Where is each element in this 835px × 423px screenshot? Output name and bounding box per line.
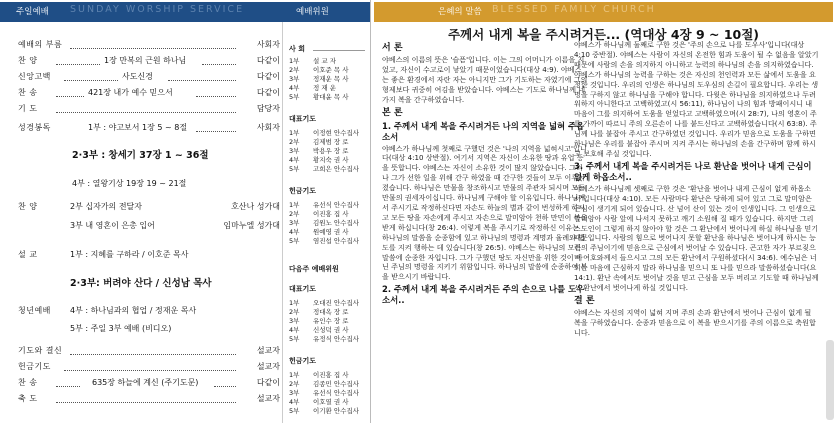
order-row: 설 교 1부 : 지혜를 구하라 / 이호준 목사 (18, 250, 189, 259)
order-list (0, 22, 282, 423)
conclusion-text: 야베스는 자신의 지역이 넓혀 지며 주의 손과 환난에서 벗어나 근심이 없게 될 복을 구하였습니다. 순종과 믿음으로 이 복을 받으시기를 주의 이름으로 축원합니다. (574, 307, 816, 337)
order-row: 기 도 담당자 (18, 104, 280, 113)
order-row: 신앙고백 사도신경 다같이 (18, 72, 280, 81)
sermon-column-1 (382, 40, 588, 423)
order-row: 찬 양 1장 만복의 근원 하나님 다같이 (18, 56, 280, 65)
sermon-column-2 (574, 40, 819, 423)
team-section-title: 대표기도 (289, 115, 317, 123)
worship-banner (0, 2, 370, 22)
body-heading: 본 론 (382, 107, 403, 118)
sermon-banner-title: 은혜의 말씀 (438, 7, 482, 17)
order-row: 찬 송 421장 내가 예수 믿으서 다같이 (18, 88, 280, 97)
point-2-text: 야베스가 하나님께 둘째로 구한 것은 '주의 손으로 나를 도우사'입니다(대상 4:10 중반절). 야베스는 사람이 자신의 온전한 힘과 도움이 될 수 없음을 알았기 때문에 사람의 손을 의지하지 아니하고 능력의 하나님의 손을 의지하였습니다. 야베스가 하나님의 능력을 구하는 것은 자신의 천인력과 모든 삶에서 도움을 요청한 것입니다. 우리의 인생은 하나님의 도우심의 손길이 필요합니다. 우리는 생명을 구하지 않고 하나님을 구해야 합니다. 다윗은 하나님을 의지하였으나 두려워하지 아니한다고 고백하였고(시 56:11), 하나님이 나의 힘과 방패이시니 내 마음이 그를 의지하여 도움을 얻었다고 고백하였으며(시 28:7), 나의 영혼이 주를 가까이 따르니 주의 오른손이 나를 붙드신다고 고백하였습니다(시 63:8). 주님께 나를 붙잡아 주시고 간구하였던 것입니다. 우리가 믿음으로 도움을 구하면 하나님은 우리를 붙잡아 주시며 지켜 주시는 하나님의 손을 간구하며 함께 하시고 보호해 주실 것입니다. (574, 40, 819, 158)
order-row: 2·3부: 버려야 산다 / 신성남 목사 (70, 278, 212, 289)
sermon-banner (374, 2, 833, 22)
worship-banner-title: 주일예배 (16, 7, 49, 17)
team-section-title: 헌금기도 (289, 357, 317, 365)
order-row: 찬 송 635장 하늘에 계신 (주기도문) 다같이 (18, 378, 280, 387)
order-row: 찬 양 2부 십자가의 전달자 호산나 성가대 (18, 202, 280, 211)
order-row: 청년예배 4부 : 하나님과의 협업 / 정재운 목사 (18, 306, 197, 315)
order-row: 2·3부 : 창세기 37장 1 ~ 36절 (72, 150, 209, 161)
sermon-panel (372, 0, 835, 423)
point-3-text: 야베스가 하나님께 셋째로 구한 것은 '환난을 벗어나 내게 근심이 없게 하옵소서'입니다(대상 4:10). 모든 사람마다 환난은 당하게 되어 있고 그로 말미암은 근심이 생기게 되어 있습니다. 산 넘어 산이 있는 것이 인생입니다. 그 인생으로 말미암아 사람 앞에 나서지 못하고 깨기 소원해 질 때가 있습니다. 하지만 그리스도인이 그렇게 하지 않아야 할 것은 그 환난에서 벗어나게 하실 하나님을 믿기 때문입니다. 사람의 힘으로 벗어나지 못할 환난을 하나님은 벗어나게 하시는 능력의 주님이기에 믿음으로 근심에서 벗어날 수 있습니다. 곤고한 자가 부르짖으며 여호와께서 들으시고 그의 모든 환난에서 구원하셨다(시 34:6). 예수님은 너희는 마음에 근심하지 말라 하나님을 믿으니 또 나를 믿으라 말씀하셨습니다(요 14:1). 환난 속에서도 벗어날 것을 믿고 근심을 모두 버리고 기도할 때 하나님께서 환난에서 벗어나게 하실 것입니다. (574, 183, 819, 292)
sermon-banner-ghost: BLESSED FAMILY CHURCH (492, 4, 656, 15)
scrollbar[interactable] (826, 340, 834, 420)
worship-banner-ghost: SUNDAY WORSHIP SERVICE (70, 4, 245, 15)
point-2-heading: 2. 주께서 내게 복을 주시려거든 주의 손으로 나를 도우소서.. (382, 284, 585, 306)
team-section-title: 헌금기도 (289, 187, 317, 195)
worship-order-panel (0, 0, 371, 423)
point-3-heading: 3. 주께서 내게 복을 주시려거든 나로 환난을 벗어나 내게 근심이 없게 하옵소서.. (574, 160, 812, 182)
committee-banner-title: 예배위원 (296, 7, 329, 17)
point-1-text: 야베스가 하나님께 첫째로 구했던 것은 '나의 지역을 넓혀시고'입니다(대상 4:10 상반절). 여기서 지역은 자신이 소유한 땅과 유업 등을 뜻합니다. 야베스는 자신이 소유한 것이 많지 않았습니다. 그러나 그가 선한 일을 위해 간구 하였을 때 간구한 것들이 모두 이루어졌습니다. 하나님은 만물을 창조하시고 만물의 주관자 되시며 모든 만물의 권세자이십니다. 하나님께 구해야 할 이유입니다. 하나님께서 주시기로 작정하신다면 자손도 하늘의 별과 같이 번성하게 하시고 모든 땅을 자손에게 주시고 자손으로 말미암아 천하 만민이 복을 받게 하십니다(창 26:4). 이렇게 복을 주시기로 작정하신 이유는 하나님의 말씀을 순종함에 있고 하나님의 명령과 계명과 율례와 법도를 지켜 행하는 데 있습니다(창 26:5). 야베스는 하나님의 모든 말씀에 순종한 자입니다. 그가 구했던 땅도 자신만을 위한 것이 아닌 주님의 명령을 지키기 위함입니다. 하나님의 말씀에 순종하여 복을 받으시기 바랍니다. (382, 143, 588, 282)
next-week-title: 다음주 예배위원 (289, 265, 339, 273)
order-row: 4부 : 열왕기상 19장 19 ~ 21절 (72, 179, 187, 188)
team-section-title: 대표기도 (289, 285, 317, 293)
order-row: 기도와 결신 설교자 (18, 346, 280, 355)
order-row: 축 도 설교자 (18, 394, 280, 403)
order-row: 헌금기도 설교자 (18, 362, 280, 371)
order-row: 3부 내 영혼이 은총 입어 임마누엘 성가대 (70, 221, 280, 230)
sermon-title: 주께서 내게 복을 주시려거든... (역대상 4장 9 ~ 10절) (447, 27, 760, 42)
intro-heading: 서 론 (382, 43, 403, 53)
intro-text: 야베스의 이름의 뜻은 '슬픔'입니다. 이는 그의 어머니가 이름을 지었고, 자신이 수고로이 낳았기 때문이었습니다(대상 4:9). 야베스는 좋은 환경에서 자란 자는 아니지만 그가 기도하는 자였기에 그의 형제보다 귀중히 여김을 받았습니다. 야베스는 기도로 하나님께 네 가지 복을 간구하였습니다. (382, 55, 588, 104)
order-row: 예배의 부름 사회자 (18, 40, 280, 49)
worship-committee: 사 회 1부 설 교 자 2부 이호준 목 사 3부 정재운 목 사 4부 정 재 운 5부 황대윤 목 사 대표기도 1부 이정현 안수집사 2부 김제범 장 로 3부 박용우 장 로 4부 황지숙 권 사 5부 고희은 안수집사 헌금기도 1부 유선식 안수집사 2부 이진홍 집 사 3부 김원노 안수집사 4부 원예영 권 사 5부 염진섭 안수집사 다음주 예배위원 대표기도 1부 오대진 안수집사 2부 정대옥 장 로 3부 유인수 장 로 4부 신성덕 권 사 5부 유정식 안수집사 헌금기도 1부 이진홍 집 사 2부 김종민 안수집사 3부 유선식 안수집사 4부 이호열 권 사 5부 이기환 안수집사 (282, 22, 371, 423)
conclusion-heading: 결 론 (574, 295, 595, 306)
point-1-heading: 1. 주께서 내게 복을 주시려거든 나의 지역을 넓혀 주옵소서 (382, 120, 585, 142)
team-section-title: 사 회 (289, 45, 305, 53)
order-row: 5부 : 주일 3부 예배 (비디오) (70, 324, 172, 333)
order-row: 성경봉독 1부 : 야고보서 1장 5 ~ 8절 사회자 (18, 123, 280, 132)
